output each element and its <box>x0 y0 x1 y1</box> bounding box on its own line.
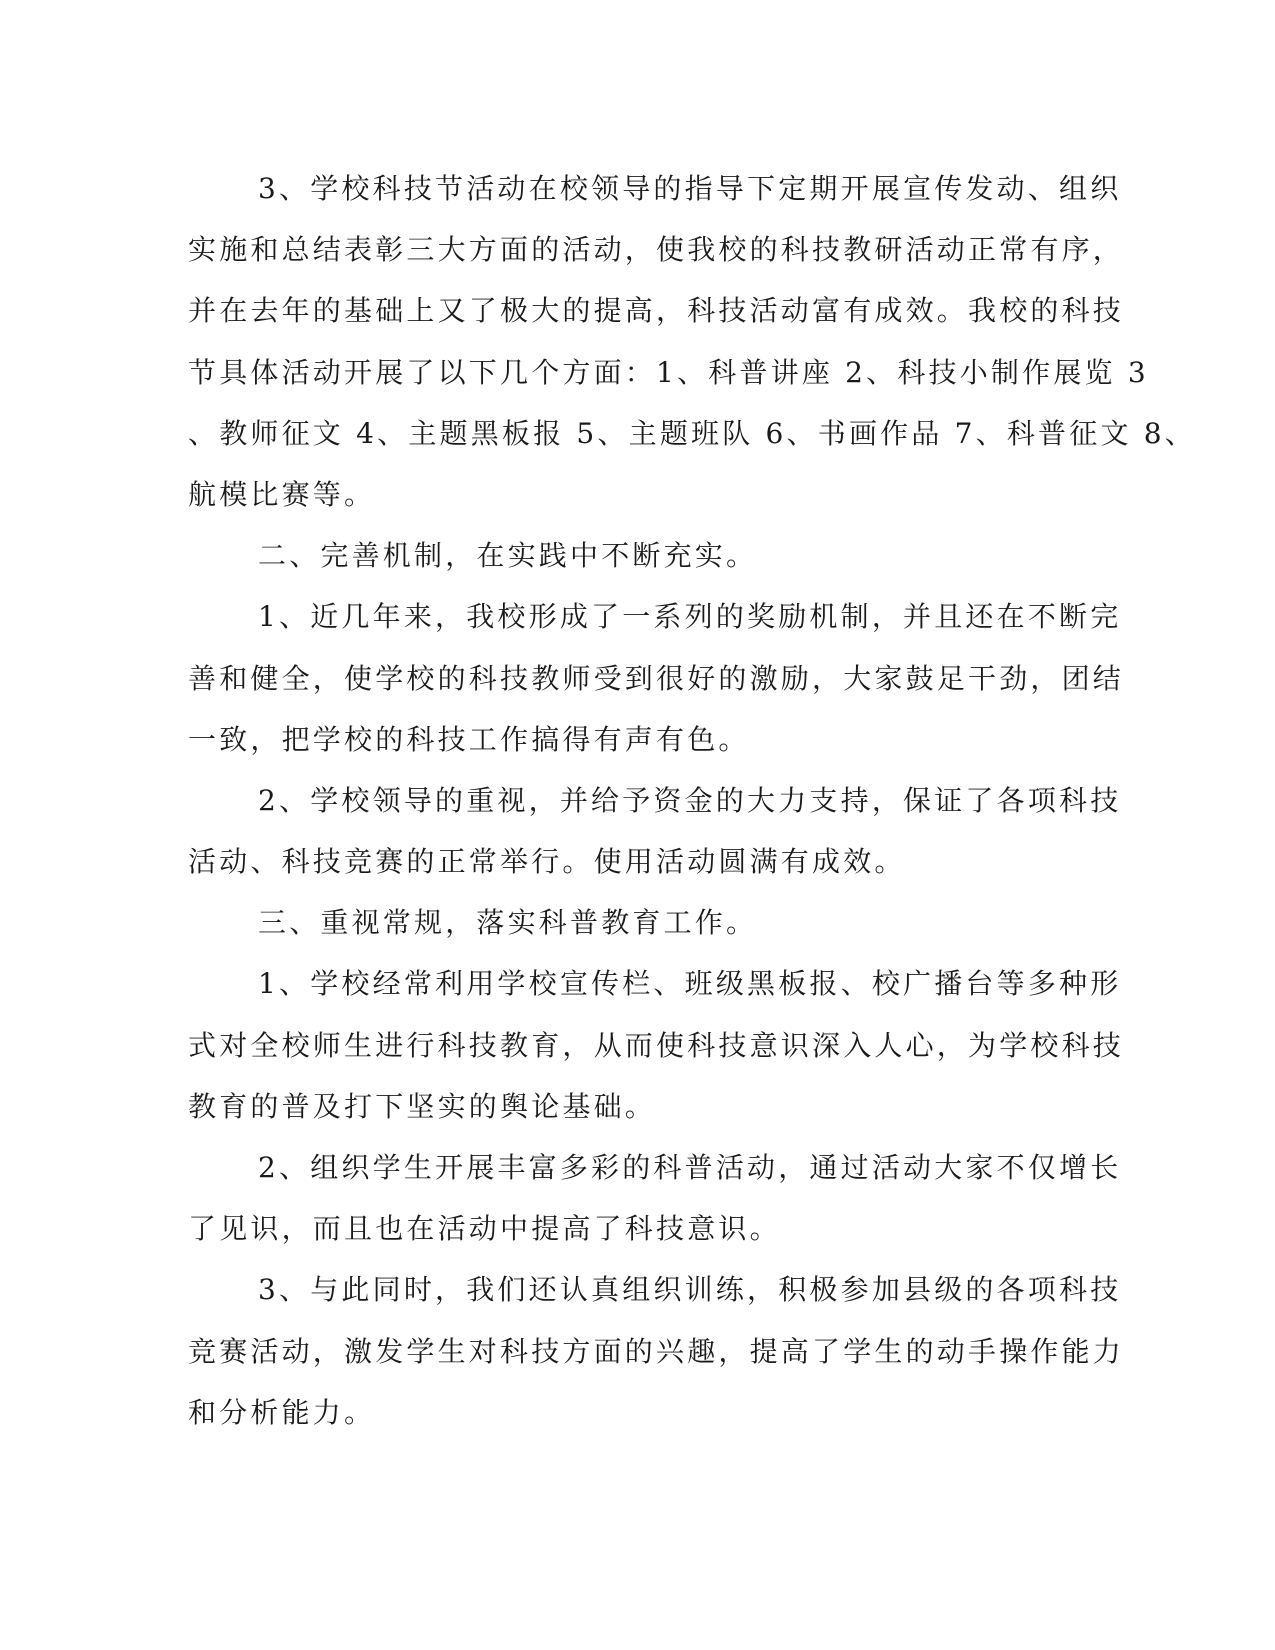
text-line: 3、与此同时，我们还认真组织训练，积极参加县级的各项科技 <box>258 1273 1122 1307</box>
text-line: 了见识，而且也在活动中提高了科技意识。 <box>188 1212 781 1246</box>
text-line: 活动、科技竞赛的正常举行。使用活动圆满有成效。 <box>188 845 906 879</box>
text-line: 式对全校师生进行科技教育，从而使科技意识深入人心，为学校科技 <box>188 1028 1125 1062</box>
text-line: 、教师征文 4、主题黑板报 5、主题班队 6、书画作品 7、科普征文 8、 <box>188 416 1196 450</box>
text-line: 节具体活动开展了以下几个方面：1、科普讲座 2、科技小制作展览 3 <box>188 355 1149 389</box>
text-line: 一致，把学校的科技工作搞得有声有色。 <box>188 722 750 756</box>
document-body <box>188 158 1196 1443</box>
text-line: 3、学校科技节活动在校领导的指导下定期开展宣传发动、组织 <box>258 172 1122 205</box>
section-heading: 三、重视常规，落实科普教育工作。 <box>258 906 758 940</box>
text-line: 善和健全，使学校的科技教师受到很好的激励，大家鼓足干劲，团结 <box>188 661 1125 695</box>
text-line: 航模比赛等。 <box>188 477 376 511</box>
text-line: 1、学校经常利用学校宣传栏、班级黑板报、校广播台等多种形 <box>258 967 1122 1001</box>
text-line: 和分析能力。 <box>188 1395 376 1429</box>
text-line: 竞赛活动，激发学生对科技方面的兴趣，提高了学生的动手操作能力 <box>188 1334 1125 1368</box>
text-line: 实施和总结表彰三大方面的活动，使我校的科技教研活动正常有序， <box>188 233 1125 267</box>
text-line: 2、组织学生开展丰富多彩的科普活动，通过活动大家不仅增长 <box>258 1151 1122 1184</box>
text-line: 1、近几年来，我校形成了一系列的奖励机制，并且还在不断完 <box>258 600 1122 634</box>
section-heading: 二、完善机制，在实践中不断充实。 <box>258 539 758 573</box>
text-line: 教育的普及打下坚实的舆论基础。 <box>188 1089 657 1123</box>
text-line: 2、学校领导的重视，并给予资金的大力支持，保证了各项科技 <box>258 783 1122 817</box>
text-line: 并在去年的基础上又了极大的提高，科技活动富有成效。我校的科技 <box>188 294 1125 328</box>
